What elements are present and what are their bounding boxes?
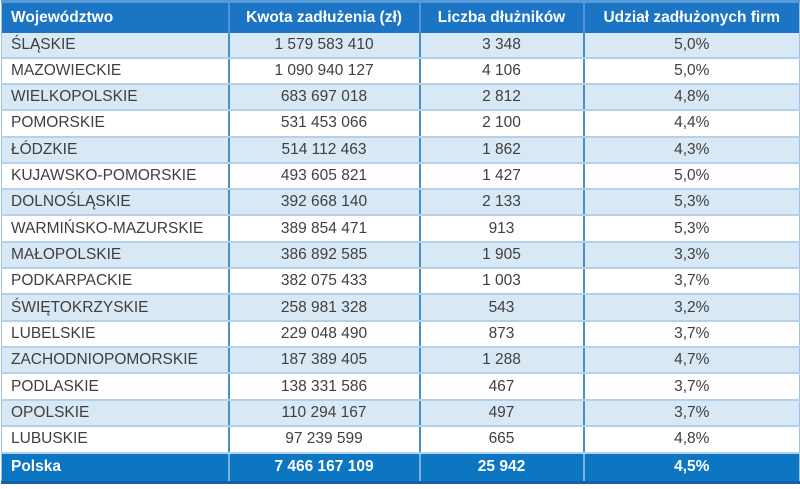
debt-cell: 392 668 140 xyxy=(229,189,420,215)
debt-cell: 138 331 586 xyxy=(229,373,420,399)
share-cell: 4,4% xyxy=(584,110,800,136)
debt-cell: 187 389 405 xyxy=(229,347,420,373)
debt-cell: 97 239 599 xyxy=(229,426,420,452)
share-cell: 3,7% xyxy=(584,268,800,294)
region-cell: OPOLSKIE xyxy=(2,400,229,426)
total-row xyxy=(2,453,800,483)
share-cell: 3,2% xyxy=(584,294,800,320)
debtors-cell: 2 812 xyxy=(420,84,584,110)
debt-cell: 493 605 821 xyxy=(229,163,420,189)
share-cell: 5,0% xyxy=(584,163,800,189)
region-cell: WARMIŃSKO-MAZURSKIE xyxy=(2,215,229,241)
table-body xyxy=(2,33,800,453)
debtors-cell: 2 133 xyxy=(420,189,584,215)
region-cell: MAŁOPOLSKIE xyxy=(2,242,229,268)
debt-cell: 683 697 018 xyxy=(229,84,420,110)
region-cell: MAZOWIECKIE xyxy=(2,58,229,84)
table-row xyxy=(2,215,800,241)
debt-cell: 258 981 328 xyxy=(229,294,420,320)
share-cell: 5,0% xyxy=(584,33,800,58)
debtors-cell: 1 862 xyxy=(420,137,584,163)
debtors-cell: 873 xyxy=(420,321,584,347)
region-cell: ZACHODNIOPOMORSKIE xyxy=(2,347,229,373)
table-row xyxy=(2,33,800,58)
table-row xyxy=(2,84,800,110)
voivodeship-debt-table xyxy=(1,0,800,484)
debtors-cell: 1 427 xyxy=(420,163,584,189)
debtors-cell: 3 348 xyxy=(420,33,584,58)
table-row xyxy=(2,294,800,320)
share-cell: 5,3% xyxy=(584,189,800,215)
total-share-cell: 4,5% xyxy=(584,453,800,483)
region-cell: KUJAWSKO-POMORSKIE xyxy=(2,163,229,189)
debt-cell: 1 579 583 410 xyxy=(229,33,420,58)
debtors-cell: 1 905 xyxy=(420,242,584,268)
debtors-cell: 4 106 xyxy=(420,58,584,84)
debt-cell: 514 112 463 xyxy=(229,137,420,163)
debt-cell: 110 294 167 xyxy=(229,400,420,426)
region-cell: ŁÓDZKIE xyxy=(2,137,229,163)
total-debtors-cell: 25 942 xyxy=(420,453,584,483)
debt-cell: 531 453 066 xyxy=(229,110,420,136)
region-cell: PODLASKIE xyxy=(2,373,229,399)
debtors-cell: 1 288 xyxy=(420,347,584,373)
debtors-cell: 497 xyxy=(420,400,584,426)
region-cell: LUBELSKIE xyxy=(2,321,229,347)
table-row xyxy=(2,58,800,84)
debtors-cell: 1 003 xyxy=(420,268,584,294)
debtors-cell: 543 xyxy=(420,294,584,320)
header-row xyxy=(2,2,800,33)
share-cell: 4,8% xyxy=(584,426,800,452)
table-row xyxy=(2,163,800,189)
column-header-debtor-count: Liczba dłużników xyxy=(420,2,584,33)
table-row xyxy=(2,189,800,215)
debtors-cell: 2 100 xyxy=(420,110,584,136)
debt-cell: 1 090 940 127 xyxy=(229,58,420,84)
table-row xyxy=(2,400,800,426)
table-row xyxy=(2,426,800,452)
region-cell: WIELKOPOLSKIE xyxy=(2,84,229,110)
debt-cell: 386 892 585 xyxy=(229,242,420,268)
table-row xyxy=(2,347,800,373)
table-row xyxy=(2,373,800,399)
column-header-indebted-share: Udział zadłużonych firm xyxy=(584,2,800,33)
region-cell: POMORSKIE xyxy=(2,110,229,136)
share-cell: 5,3% xyxy=(584,215,800,241)
total-region-cell: Polska xyxy=(2,453,229,483)
share-cell: 3,7% xyxy=(584,400,800,426)
table-row xyxy=(2,268,800,294)
region-cell: ŚWIĘTOKRZYSKIE xyxy=(2,294,229,320)
share-cell: 4,7% xyxy=(584,347,800,373)
region-cell: LUBUSKIE xyxy=(2,426,229,452)
share-cell: 3,7% xyxy=(584,373,800,399)
debtors-cell: 467 xyxy=(420,373,584,399)
table-row xyxy=(2,137,800,163)
debtors-cell: 913 xyxy=(420,215,584,241)
region-cell: PODKARPACKIE xyxy=(2,268,229,294)
share-cell: 5,0% xyxy=(584,58,800,84)
debtors-cell: 665 xyxy=(420,426,584,452)
column-header-region: Województwo xyxy=(2,2,229,33)
column-header-debt-amount: Kwota zadłużenia (zł) xyxy=(229,2,420,33)
share-cell: 4,3% xyxy=(584,137,800,163)
share-cell: 3,3% xyxy=(584,242,800,268)
total-debt-cell: 7 466 167 109 xyxy=(229,453,420,483)
debt-cell: 382 075 433 xyxy=(229,268,420,294)
table-row xyxy=(2,321,800,347)
debt-cell: 229 048 490 xyxy=(229,321,420,347)
debt-cell: 389 854 471 xyxy=(229,215,420,241)
table-row xyxy=(2,110,800,136)
share-cell: 4,8% xyxy=(584,84,800,110)
region-cell: ŚLĄSKIE xyxy=(2,33,229,58)
region-cell: DOLNOŚLĄSKIE xyxy=(2,189,229,215)
share-cell: 3,7% xyxy=(584,321,800,347)
table-row xyxy=(2,242,800,268)
